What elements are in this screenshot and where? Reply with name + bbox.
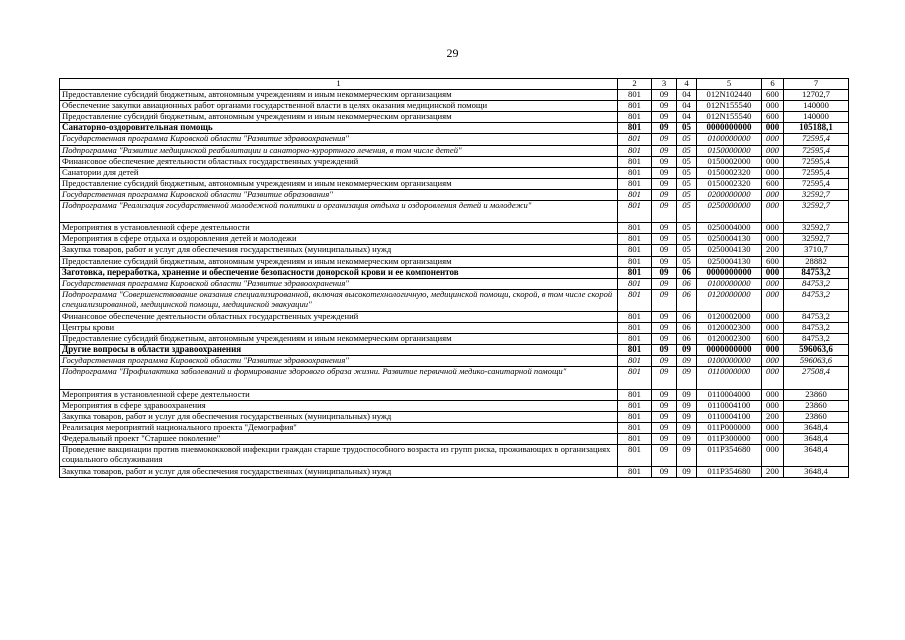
row-target-code-cell: 0100000000	[697, 356, 762, 367]
table-row	[60, 389, 849, 400]
row-amount-cell: 84753,2	[784, 323, 849, 334]
row-code-cell: 801	[618, 223, 652, 234]
row-amount-cell: 32592,7	[784, 223, 849, 234]
row-code-cell: 801	[618, 178, 652, 189]
row-name-cell: Подпрограмма "Профилактика заболеваний и формирование здорового образа жизни. Развитие первичной медико-санитарной помощи"	[60, 367, 618, 389]
header-cell: 7	[784, 79, 849, 90]
row-expense-type-cell: 000	[762, 156, 784, 167]
row-expense-type-cell: 000	[762, 289, 784, 311]
row-section-cell: 09	[652, 334, 677, 345]
row-target-code-cell: 0110004100	[697, 411, 762, 422]
row-expense-type-cell: 000	[762, 389, 784, 400]
row-name-cell: Государственная программа Кировской области "Развитие здравоохранения"	[60, 278, 618, 289]
row-amount-cell: 23860	[784, 411, 849, 422]
row-amount-cell: 3648,4	[784, 467, 849, 478]
row-amount-cell: 84753,2	[784, 278, 849, 289]
row-amount-cell: 72595,4	[784, 145, 849, 156]
row-name-cell: Центры крови	[60, 323, 618, 334]
row-target-code-cell: 0250004130	[697, 256, 762, 267]
row-target-code-cell: 011P354680	[697, 467, 762, 478]
row-target-code-cell: 0250000000	[697, 201, 762, 223]
row-section-cell: 09	[652, 400, 677, 411]
row-section-cell: 09	[652, 267, 677, 278]
row-section-cell: 09	[652, 323, 677, 334]
row-section-cell: 09	[652, 411, 677, 422]
table-row	[60, 156, 849, 167]
header-cell: 2	[618, 79, 652, 90]
table-header-row	[60, 79, 849, 90]
row-name-cell: Государственная программа Кировской области "Развитие образования"	[60, 189, 618, 200]
row-section-cell: 09	[652, 167, 677, 178]
row-subsection-cell: 05	[677, 123, 697, 134]
row-code-cell: 801	[618, 123, 652, 134]
header-cell: 6	[762, 79, 784, 90]
page-number: 29	[446, 46, 459, 60]
row-section-cell: 09	[652, 112, 677, 123]
row-code-cell: 801	[618, 234, 652, 245]
table-row	[60, 112, 849, 123]
row-target-code-cell: 0120002000	[697, 311, 762, 322]
row-target-code-cell: 0110000000	[697, 367, 762, 389]
row-amount-cell: 12702,7	[784, 90, 849, 101]
table-row	[60, 400, 849, 411]
table-row	[60, 422, 849, 433]
row-target-code-cell: 0000000000	[697, 345, 762, 356]
row-amount-cell: 32592,7	[784, 189, 849, 200]
table-row	[60, 178, 849, 189]
row-section-cell: 09	[652, 345, 677, 356]
row-subsection-cell: 05	[677, 134, 697, 145]
row-section-cell: 09	[652, 467, 677, 478]
row-subsection-cell: 04	[677, 101, 697, 112]
row-target-code-cell: 0150002320	[697, 178, 762, 189]
row-section-cell: 09	[652, 223, 677, 234]
row-expense-type-cell: 000	[762, 267, 784, 278]
table-row	[60, 123, 849, 134]
row-subsection-cell: 09	[677, 422, 697, 433]
row-section-cell: 09	[652, 434, 677, 445]
row-subsection-cell: 04	[677, 90, 697, 101]
row-subsection-cell: 09	[677, 356, 697, 367]
row-amount-cell: 84753,2	[784, 289, 849, 311]
row-amount-cell: 140000	[784, 101, 849, 112]
row-section-cell: 09	[652, 389, 677, 400]
row-expense-type-cell: 000	[762, 123, 784, 134]
table-row	[60, 289, 849, 311]
row-section-cell: 09	[652, 367, 677, 389]
row-target-code-cell: 011P354680	[697, 445, 762, 467]
row-code-cell: 801	[618, 411, 652, 422]
row-expense-type-cell: 000	[762, 223, 784, 234]
row-code-cell: 801	[618, 145, 652, 156]
row-expense-type-cell: 600	[762, 256, 784, 267]
row-section-cell: 09	[652, 189, 677, 200]
table-row	[60, 145, 849, 156]
row-target-code-cell: 0100000000	[697, 134, 762, 145]
row-subsection-cell: 09	[677, 434, 697, 445]
table-row	[60, 411, 849, 422]
row-section-cell: 09	[652, 289, 677, 311]
row-subsection-cell: 05	[677, 245, 697, 256]
row-target-code-cell: 0250004000	[697, 223, 762, 234]
row-subsection-cell: 09	[677, 345, 697, 356]
row-subsection-cell: 09	[677, 411, 697, 422]
row-amount-cell: 32592,7	[784, 201, 849, 223]
table-row	[60, 434, 849, 445]
row-target-code-cell: 0200000000	[697, 189, 762, 200]
row-section-cell: 09	[652, 234, 677, 245]
row-section-cell: 09	[652, 256, 677, 267]
row-amount-cell: 140000	[784, 112, 849, 123]
budget-table	[59, 78, 849, 478]
row-code-cell: 801	[618, 289, 652, 311]
table-row	[60, 334, 849, 345]
row-expense-type-cell: 000	[762, 367, 784, 389]
table-row	[60, 278, 849, 289]
table-row	[60, 356, 849, 367]
row-section-cell: 09	[652, 201, 677, 223]
row-expense-type-cell: 000	[762, 345, 784, 356]
row-code-cell: 801	[618, 134, 652, 145]
row-expense-type-cell: 000	[762, 445, 784, 467]
row-subsection-cell: 06	[677, 289, 697, 311]
row-amount-cell: 84753,2	[784, 311, 849, 322]
row-name-cell: Предоставление субсидий бюджетным, автономным учреждениям и иным некоммерческим организациям	[60, 90, 618, 101]
row-subsection-cell: 09	[677, 400, 697, 411]
row-subsection-cell: 09	[677, 445, 697, 467]
row-section-cell: 09	[652, 311, 677, 322]
row-target-code-cell: 0120000000	[697, 289, 762, 311]
row-name-cell: Санаторно-оздоровительная помощь	[60, 123, 618, 134]
row-name-cell: Мероприятия в установленной сфере деятельности	[60, 389, 618, 400]
row-target-code-cell: 0000000000	[697, 123, 762, 134]
row-subsection-cell: 06	[677, 267, 697, 278]
row-code-cell: 801	[618, 356, 652, 367]
header-cell: 4	[677, 79, 697, 90]
row-name-cell: Предоставление субсидий бюджетным, автономным учреждениям и иным некоммерческим организациям	[60, 334, 618, 345]
row-amount-cell: 3648,4	[784, 445, 849, 467]
row-expense-type-cell: 000	[762, 101, 784, 112]
row-target-code-cell: 0150002320	[697, 167, 762, 178]
row-section-cell: 09	[652, 156, 677, 167]
row-amount-cell: 105188,1	[784, 123, 849, 134]
row-section-cell: 09	[652, 278, 677, 289]
row-amount-cell: 3710,7	[784, 245, 849, 256]
row-target-code-cell: 011P000000	[697, 422, 762, 433]
row-subsection-cell: 06	[677, 278, 697, 289]
row-subsection-cell: 05	[677, 223, 697, 234]
row-amount-cell: 72595,4	[784, 156, 849, 167]
row-target-code-cell: 012N155540	[697, 112, 762, 123]
row-code-cell: 801	[618, 400, 652, 411]
row-name-cell: Санатории для детей	[60, 167, 618, 178]
row-amount-cell: 84753,2	[784, 334, 849, 345]
row-expense-type-cell: 000	[762, 278, 784, 289]
row-target-code-cell: 0150002000	[697, 156, 762, 167]
row-target-code-cell: 0150000000	[697, 145, 762, 156]
row-code-cell: 801	[618, 345, 652, 356]
row-name-cell: Заготовка, переработка, хранение и обеспечение безопасности донорской крови и ее компонентов	[60, 267, 618, 278]
row-subsection-cell: 05	[677, 234, 697, 245]
row-target-code-cell: 0250004130	[697, 245, 762, 256]
table-row	[60, 245, 849, 256]
row-amount-cell: 3648,4	[784, 422, 849, 433]
row-code-cell: 801	[618, 267, 652, 278]
row-code-cell: 801	[618, 156, 652, 167]
row-target-code-cell: 011P300000	[697, 434, 762, 445]
row-code-cell: 801	[618, 467, 652, 478]
row-target-code-cell: 012N102440	[697, 90, 762, 101]
row-subsection-cell: 06	[677, 334, 697, 345]
row-code-cell: 801	[618, 434, 652, 445]
row-name-cell: Предоставление субсидий бюджетным, автономным учреждениям и иным некоммерческим организациям	[60, 112, 618, 123]
table-row	[60, 256, 849, 267]
row-amount-cell: 23860	[784, 400, 849, 411]
row-expense-type-cell: 200	[762, 467, 784, 478]
row-code-cell: 801	[618, 90, 652, 101]
row-name-cell: Предоставление субсидий бюджетным, автономным учреждениям и иным некоммерческим организациям	[60, 178, 618, 189]
row-expense-type-cell: 000	[762, 311, 784, 322]
row-amount-cell: 72595,4	[784, 134, 849, 145]
row-code-cell: 801	[618, 445, 652, 467]
row-section-cell: 09	[652, 123, 677, 134]
row-amount-cell: 84753,2	[784, 267, 849, 278]
table-row	[60, 311, 849, 322]
row-code-cell: 801	[618, 101, 652, 112]
table-row	[60, 189, 849, 200]
row-code-cell: 801	[618, 422, 652, 433]
row-name-cell: Федеральный проект "Старшее поколение"	[60, 434, 618, 445]
row-code-cell: 801	[618, 334, 652, 345]
row-name-cell: Финансовое обеспечение деятельности областных государственных учреждений	[60, 311, 618, 322]
row-target-code-cell: 0120002300	[697, 323, 762, 334]
row-section-cell: 09	[652, 445, 677, 467]
row-expense-type-cell: 000	[762, 434, 784, 445]
row-section-cell: 09	[652, 101, 677, 112]
row-name-cell: Государственная программа Кировской области "Развитие здравоохранения"	[60, 356, 618, 367]
row-name-cell: Закупка товаров, работ и услуг для обеспечения государственных (муниципальных) нужд	[60, 467, 618, 478]
row-section-cell: 09	[652, 422, 677, 433]
row-subsection-cell: 09	[677, 367, 697, 389]
row-amount-cell: 596063,6	[784, 345, 849, 356]
row-amount-cell: 3648,4	[784, 434, 849, 445]
row-code-cell: 801	[618, 167, 652, 178]
row-amount-cell: 32592,7	[784, 234, 849, 245]
row-expense-type-cell: 000	[762, 400, 784, 411]
row-name-cell: Мероприятия в сфере здравоохранения	[60, 400, 618, 411]
row-name-cell: Закупка товаров, работ и услуг для обеспечения государственных (муниципальных) нужд	[60, 411, 618, 422]
header-cell: 5	[697, 79, 762, 90]
row-amount-cell: 596063,6	[784, 356, 849, 367]
row-subsection-cell: 06	[677, 311, 697, 322]
row-code-cell: 801	[618, 311, 652, 322]
row-expense-type-cell: 000	[762, 422, 784, 433]
row-target-code-cell: 0110004000	[697, 389, 762, 400]
row-expense-type-cell: 200	[762, 245, 784, 256]
row-code-cell: 801	[618, 201, 652, 223]
row-code-cell: 801	[618, 256, 652, 267]
row-expense-type-cell: 600	[762, 178, 784, 189]
row-expense-type-cell: 000	[762, 145, 784, 156]
table-row	[60, 367, 849, 389]
row-section-cell: 09	[652, 134, 677, 145]
row-section-cell: 09	[652, 356, 677, 367]
table-row	[60, 134, 849, 145]
row-expense-type-cell: 600	[762, 112, 784, 123]
table-row	[60, 234, 849, 245]
row-expense-type-cell: 000	[762, 323, 784, 334]
row-name-cell: Подпрограмма "Реализация государственной молодежной политики и организация отдыха и оздоровления детей и молодежи"	[60, 201, 618, 223]
row-name-cell: Мероприятия в установленной сфере деятельности	[60, 223, 618, 234]
row-name-cell: Предоставление субсидий бюджетным, автономным учреждениям и иным некоммерческим организациям	[60, 256, 618, 267]
row-expense-type-cell: 000	[762, 134, 784, 145]
row-amount-cell: 27508,4	[784, 367, 849, 389]
row-code-cell: 801	[618, 323, 652, 334]
row-expense-type-cell: 000	[762, 189, 784, 200]
row-amount-cell: 23860	[784, 389, 849, 400]
row-subsection-cell: 09	[677, 389, 697, 400]
row-target-code-cell: 0000000000	[697, 267, 762, 278]
row-target-code-cell: 0120002300	[697, 334, 762, 345]
row-expense-type-cell: 000	[762, 234, 784, 245]
row-code-cell: 801	[618, 189, 652, 200]
row-section-cell: 09	[652, 145, 677, 156]
header-cell: 1	[60, 79, 618, 90]
row-section-cell: 09	[652, 90, 677, 101]
row-expense-type-cell: 000	[762, 356, 784, 367]
row-expense-type-cell: 600	[762, 334, 784, 345]
row-expense-type-cell: 200	[762, 411, 784, 422]
row-subsection-cell: 05	[677, 256, 697, 267]
row-name-cell: Подпрограмма "Совершенствование оказания специализированной, включая высокотехнологичную, медицинской помощи, скорой, в том числе скорой специализированной, медицинской помощи, медицинской эвакуации"	[60, 289, 618, 311]
row-subsection-cell: 05	[677, 167, 697, 178]
row-amount-cell: 72595,4	[784, 178, 849, 189]
row-target-code-cell: 0110004100	[697, 400, 762, 411]
row-name-cell: Подпрограмма "Развитие медицинской реабилитации и санаторно-курортного лечения, в том числе детей"	[60, 145, 618, 156]
row-subsection-cell: 06	[677, 323, 697, 334]
table-row	[60, 167, 849, 178]
row-name-cell: Другие вопросы в области здравоохранения	[60, 345, 618, 356]
row-code-cell: 801	[618, 389, 652, 400]
row-name-cell: Обеспечение закупки авиационных работ органами государственной власти в целях оказания медицинской помощи	[60, 101, 618, 112]
row-target-code-cell: 0250004130	[697, 234, 762, 245]
row-expense-type-cell: 000	[762, 201, 784, 223]
row-subsection-cell: 05	[677, 189, 697, 200]
row-subsection-cell: 05	[677, 145, 697, 156]
header-cell: 3	[652, 79, 677, 90]
table-row	[60, 101, 849, 112]
row-target-code-cell: 0100000000	[697, 278, 762, 289]
table-row	[60, 223, 849, 234]
table-row	[60, 345, 849, 356]
row-section-cell: 09	[652, 178, 677, 189]
row-expense-type-cell: 000	[762, 167, 784, 178]
row-name-cell: Закупка товаров, работ и услуг для обеспечения государственных (муниципальных) нужд	[60, 245, 618, 256]
row-name-cell: Реализация мероприятий национального проекта "Демография"	[60, 422, 618, 433]
row-subsection-cell: 04	[677, 112, 697, 123]
row-subsection-cell: 09	[677, 467, 697, 478]
row-code-cell: 801	[618, 245, 652, 256]
table-row	[60, 445, 849, 467]
row-section-cell: 09	[652, 245, 677, 256]
row-name-cell: Мероприятия в сфере отдыха и оздоровления детей и молодежи	[60, 234, 618, 245]
row-name-cell: Финансовое обеспечение деятельности областных государственных учреждений	[60, 156, 618, 167]
row-expense-type-cell: 600	[762, 90, 784, 101]
row-amount-cell: 28882	[784, 256, 849, 267]
row-code-cell: 801	[618, 367, 652, 389]
row-subsection-cell: 05	[677, 178, 697, 189]
table-row	[60, 90, 849, 101]
row-subsection-cell: 05	[677, 201, 697, 223]
table-row	[60, 201, 849, 223]
row-name-cell: Проведение вакцинации против пневмококковой инфекции граждан старше трудоспособного возраста из групп риска, проживающих в организациях социального обслуживания	[60, 445, 618, 467]
row-target-code-cell: 012N155540	[697, 101, 762, 112]
row-amount-cell: 72595,4	[784, 167, 849, 178]
row-code-cell: 801	[618, 278, 652, 289]
row-subsection-cell: 05	[677, 156, 697, 167]
row-name-cell: Государственная программа Кировской области "Развитие здравоохранения"	[60, 134, 618, 145]
table-row	[60, 267, 849, 278]
table-row	[60, 467, 849, 478]
table-row	[60, 323, 849, 334]
row-code-cell: 801	[618, 112, 652, 123]
